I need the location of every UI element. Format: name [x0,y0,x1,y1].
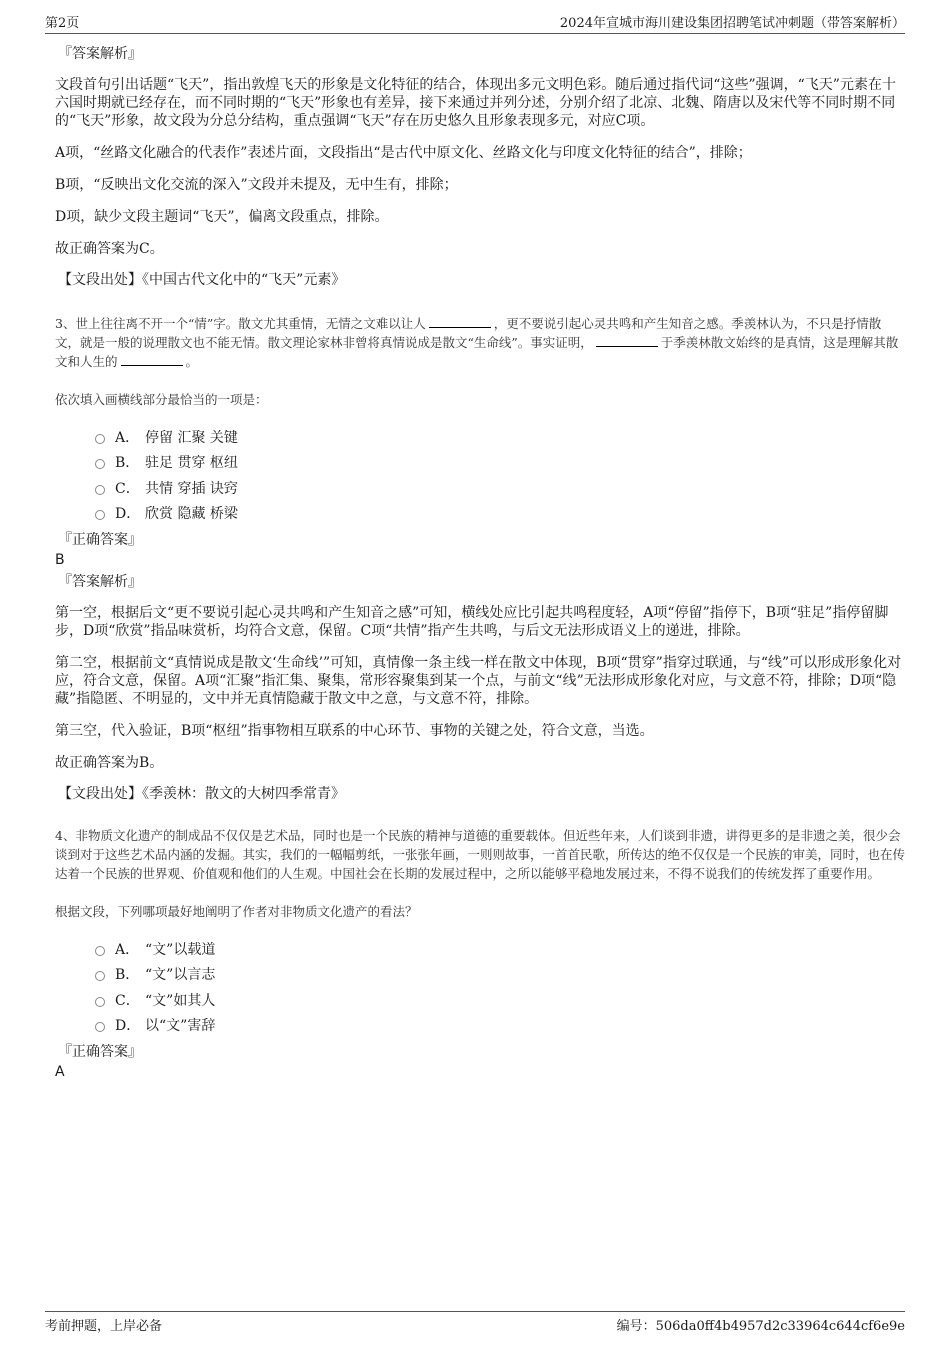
analysis-title: 『答案解析』 [58,46,142,62]
option-text: 共情 穿插 诀窍 [145,480,238,497]
analysis-paragraph: 文段首句引出话题“飞天”，指出敦煌飞天的形象是文化特征的结合，体现出多元文明色彩。随后通过指代词“这些”强调，“飞天”元素在十六国时期就已经存在，而不同时期的“飞天”形象也有差异，接下来通过并列分述，分别介绍了北凉、北魏、隋唐以及宋代等不同时期不同的“飞天”形象，故文段为分总分结构，重点强调“飞天”存在历史悠久且形象表现多元，对应C项。 [55,77,896,129]
fill-blank-3 [121,354,183,366]
option-letter: A． [115,429,140,446]
radio-button[interactable] [95,459,105,469]
page-number: 第2页 [45,16,80,31]
option-letter: D． [115,506,141,523]
question-prompt: 依次填入画横线部分最恰当的一项是： [55,392,268,407]
q4-answer [55,1042,905,1082]
page-header [45,14,905,34]
radio-button[interactable] [95,971,105,981]
document-title: 2024年宣城市海川建设集团招聘笔试冲刺题（带答案解析） [559,16,905,31]
option-text: 停留 汇聚 关键 [145,429,238,446]
option-d[interactable] [95,501,905,527]
footer-slogan: 考前押题，上岸必备 [45,1319,163,1334]
option-c[interactable] [95,475,905,501]
option-text: “文”以载道 [145,941,216,958]
option-letter: B． [115,455,140,472]
fill-blank-2 [596,335,658,347]
analysis-paragraph: 第一空，根据后文“更不要说引起心灵共鸣和产生知音之感”可知，横线处应比引起共鸣程度轻，A项“停留”指停下，B项“驻足”指停留脚步，D项“欣赏”指品味赏析，均符合文意，保留。C项“共情”指产生共鸣，与后文无法形成语义上的递进，排除。 [55,605,889,639]
question-4: 4、非物质文化遗产的制成品不仅仅是艺术品，同时也是一个民族的精神与道德的重要载体。但近些年来，人们谈到非遗，讲得更多的是非遗之美，很少会谈到对于这些艺术品内涵的发掘。其实，我们的一幅幅剪纸，一张张年画，一则则故事，一首首民歌，所传达的绝不仅仅是一个民族的审美，同时，也在传达着一个民族的世界观、价值观和他们的人生观。中国社会在长期的发展过程中，之所以能够平稳地发展过来，不得不说我们的传统发挥了重要作用。 [55,828,906,881]
radio-button[interactable] [95,946,105,956]
answer-title: 『正确答案』 [58,532,142,548]
option-text: 欣赏 隐藏 桥梁 [145,506,238,523]
option-d[interactable] [95,1013,905,1039]
question-text: 3、世上往往离不开一个“情”字。散文尤其重情，无情之文难以让人 [55,316,426,331]
option-letter: C． [115,480,140,497]
option-c[interactable] [95,987,905,1013]
analysis-paragraph: 第二空，根据前文“真情说成是散文‘生命线’”可知，真情像一条主线一样在散文中体现，B项“贯穿”指穿过联通，与“线”可以形成形象化对应，符合文意，保留。A项“汇聚”指汇集、聚集，常形容聚集到某一个点，与前文“线”无法形成形象化对应，与文意不符，排除；D项“隐藏”指隐匿、不明显的，文中并无真情隐藏于散文中之意，与文意不符，排除。 [55,655,902,707]
q2-analysis [55,44,905,290]
source-citation: 【文段出处】《中国古代文化中的“飞天”元素》 [58,272,346,288]
q3-answer [55,530,905,592]
question-3 [55,314,905,371]
main-content [55,44,905,1082]
radio-button[interactable] [95,510,105,520]
question-prompt: 根据文段，下列哪项最好地阐明了作者对非物质文化遗产的看法？ [55,904,418,919]
q3-options [95,424,905,526]
question-text: ，更不要说引起心灵共鸣和产生知音之感。季羡林认为，不只是抒情散文，就是一般的说理散文也不能无情。散文理论家林非曾将真情说成是散文“生命线”。事实证明， [55,316,882,350]
option-text: “文”如其人 [145,992,216,1009]
answer-value: B [55,552,65,568]
option-text: “文”以言志 [145,967,216,984]
option-letter: B． [115,967,140,984]
option-b[interactable] [95,962,905,988]
page-footer [45,1311,905,1334]
analysis-paragraph: B项，“反映出文化交流的深入”文段并未提及，无中生有，排除； [55,177,458,193]
analysis-paragraph: D项，缺少文段主题词“飞天”，偏离文段重点，排除。 [55,209,389,225]
option-text: 以“文”害辞 [145,1018,216,1035]
option-a[interactable] [95,424,905,450]
answer-title: 『正确答案』 [58,1044,142,1060]
answer-value: A [55,1064,65,1080]
radio-button[interactable] [95,485,105,495]
q4-options [95,936,905,1038]
question-text: 于季羡林散文始终的是真情，这是理解其散文和人生的 [55,335,899,369]
option-a[interactable] [95,936,905,962]
option-letter: A． [115,941,140,958]
option-text: 驻足 贯穿 枢纽 [145,455,238,472]
radio-button[interactable] [95,997,105,1007]
option-b[interactable] [95,450,905,476]
document-id: 编号：506da0ff4b4957d2c33964c644cf6e9e [616,1319,905,1334]
radio-button[interactable] [95,434,105,444]
option-letter: D． [115,1018,141,1035]
question-text: 。 [185,354,199,369]
analysis-title: 『答案解析』 [58,574,142,590]
analysis-paragraph: 故正确答案为C。 [55,241,164,257]
option-letter: C． [115,992,140,1009]
fill-blank-1 [429,316,491,328]
analysis-paragraph: 故正确答案为B。 [55,755,164,771]
analysis-paragraph: A项，“丝路文化融合的代表作”表述片面，文段指出“是古代中原文化、丝路文化与印度文化特征的结合”，排除； [55,145,752,161]
source-citation: 【文段出处】《季羡林：散文的大树四季常青》 [58,786,345,802]
analysis-paragraph: 第三空，代入验证，B项“枢纽”指事物相互联系的中心环节、事物的关键之处，符合文意，当选。 [55,723,654,739]
radio-button[interactable] [95,1022,105,1032]
